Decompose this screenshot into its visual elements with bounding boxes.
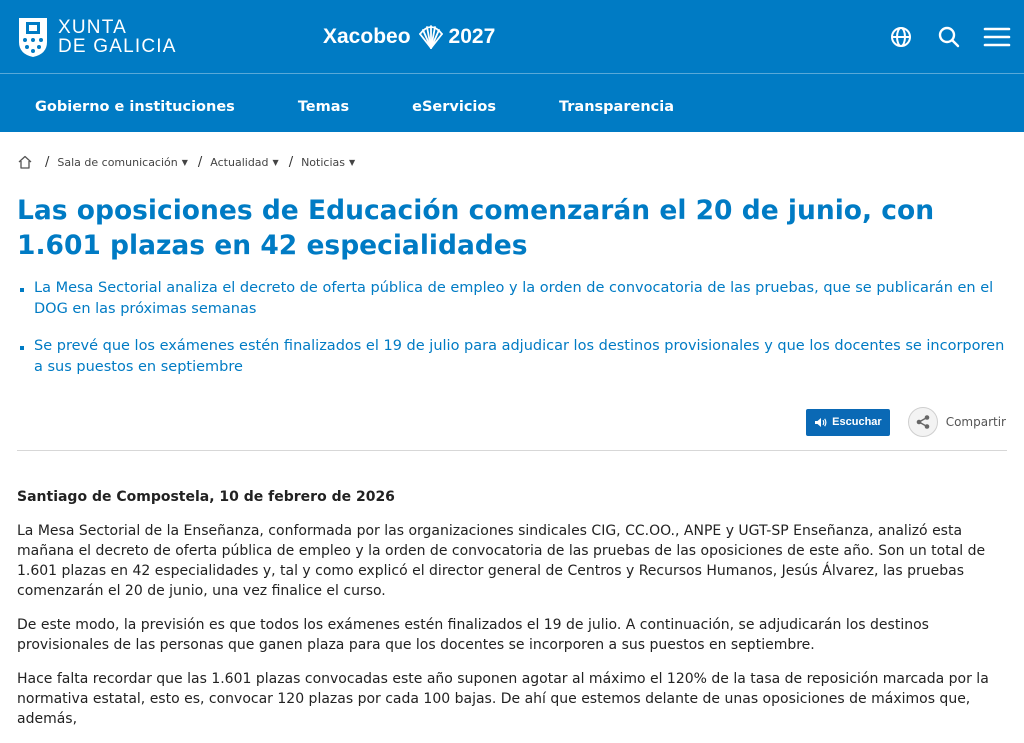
language-button[interactable] [886,22,916,52]
breadcrumb-separator: / [45,154,50,170]
speaker-icon [814,417,827,428]
breadcrumb-label: Actualidad [210,155,269,169]
breadcrumb-item-sala[interactable] [57,156,188,169]
share-icon [908,407,938,437]
breadcrumb [17,152,355,172]
menu-icon [983,26,1011,48]
breadcrumb-label: Sala de comunicación [57,155,178,169]
brand-line-2: DE GALICIA [58,36,177,57]
article-paragraph: De este modo, la previsión es que todos los exámenes estén finalizados el 19 de julio. A continuación, se adjudicarán los destinos provisionales de las personas que ganen plaza para que los docentes se incorporen a sus puestos en septiembre. [17,617,929,653]
xunta-logo[interactable] [17,15,177,59]
breadcrumb-separator: / [288,154,294,170]
share-button[interactable] [908,407,1006,437]
breadcrumb-item-noticias[interactable] [301,156,355,169]
header-tools [868,22,1012,52]
caret-down-icon: ▼ [181,157,188,167]
breadcrumb-item-actualidad[interactable] [210,156,278,169]
highlight-item: Se prevé que los exámenes estén finalizados el 19 de julio para adjudicar los destinos provisionales y que los docentes se incorporen a sus puestos en septiembre [17,336,1007,378]
highlight-item: La Mesa Sectorial analiza el decreto de oferta pública de empleo y la orden de convocatoria de las pruebas, que se publicarán en el DOG en las próximas semanas [17,278,1007,320]
galicia-crest-icon [17,16,49,58]
breadcrumb-label: Noticias [301,155,345,169]
nav-item-transparencia[interactable]: Transparencia [558,99,674,115]
article-place-date: Santiago de Compostela, 10 de febrero de 2026 [17,489,395,505]
listen-button[interactable] [806,409,890,436]
share-label: Compartir [945,415,1006,429]
globe-icon [890,26,912,48]
article-highlights [17,278,1007,394]
header-divider [0,73,1024,74]
search-icon [938,26,960,48]
listen-label: Escuchar [832,416,882,428]
xunta-wordmark [58,18,177,56]
article-title: Las oposiciones de Educación comenzarán el 20 de junio, con 1.601 plazas en 42 especialidades [17,195,935,261]
nav-item-temas[interactable]: Temas [297,99,350,115]
home-icon[interactable] [17,154,33,170]
breadcrumb-separator: / [197,154,203,170]
search-button[interactable] [934,22,964,52]
xacobeo-year: 2027 [448,25,496,48]
nav-item-eservicios[interactable]: eServicios [412,99,496,115]
nav-item-gobierno[interactable]: Gobierno e instituciones [35,99,235,115]
brand-line-1: XUNTA [58,17,127,38]
scallop-shell-icon [417,24,445,50]
article-actions [806,407,1006,437]
caret-down-icon: ▼ [272,157,279,167]
menu-button[interactable] [982,22,1012,52]
main-navigation [35,99,737,115]
content-divider [17,450,1007,451]
site-header [0,0,1024,132]
article-paragraph: La Mesa Sectorial de la Enseñanza, conformada por las organizaciones sindicales CIG, CC.OO., ANPE y UGT-SP Enseñanza, analizó esta mañana el decreto de oferta pública de empleo y la orden de convocatoria de las pruebas de las oposiciones de este año. Son un total de 1.601 plazas en 42 especialidades y, tal y como explicó el director general de Centros y Recursos Humanos, Jesús Álvarez, las pruebas comenzarán el 20 de junio, una vez finalice el curso. [17,523,986,599]
xacobeo-logo[interactable] [323,22,495,52]
caret-down-icon: ▼ [348,157,356,167]
xacobeo-name: Xacobeo [323,25,411,48]
article-paragraph: Hace falta recordar que las 1.601 plazas convocadas este año suponen agotar al máximo el 120% de la tasa de reposición marcada por la normativa estatal, esto es, convocar 120 plazas por cada 100 bajas. De ahí que estemos delante de unas oposiciones de máximos que, además, [17,671,989,727]
article-body [17,487,1007,743]
